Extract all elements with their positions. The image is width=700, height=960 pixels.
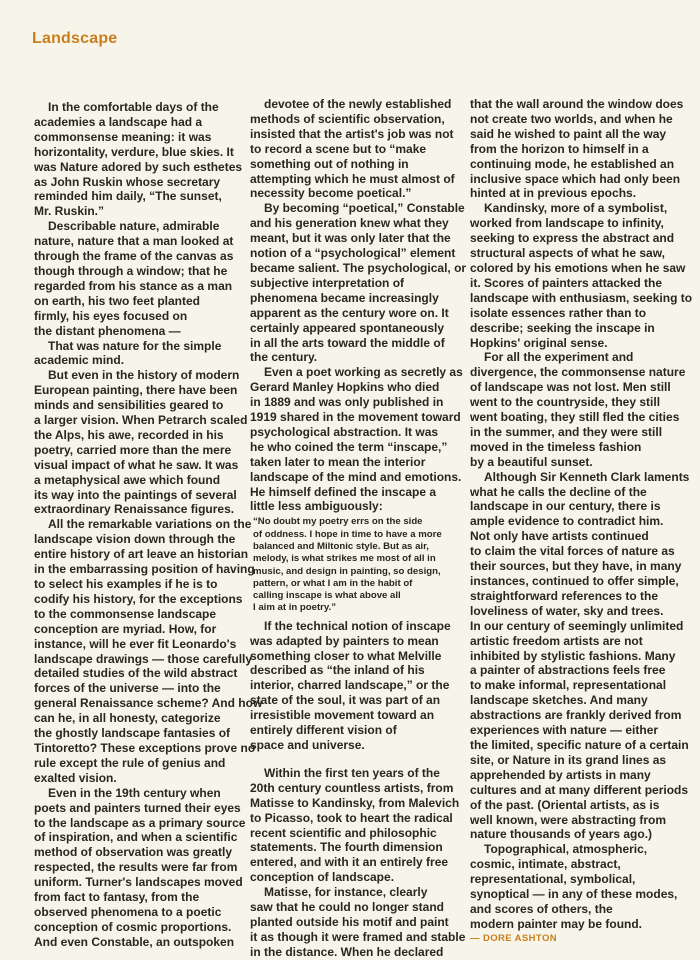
text-line: pattern, or what I am in the habit of bbox=[253, 577, 413, 589]
text-line: artistic freedom artists are not bbox=[470, 633, 643, 648]
text-line: moved in the timeless fashion bbox=[470, 439, 642, 454]
text-line: representational, symbolical, bbox=[470, 872, 636, 887]
text-line: music, and design in painting, so design, bbox=[253, 565, 441, 577]
text-line: its way into the paintings of several bbox=[34, 487, 237, 502]
text-line: structural aspects of what he saw, bbox=[470, 246, 665, 261]
text-line: attempting which he must almost of bbox=[250, 171, 455, 186]
text-line: For all the experiment and bbox=[484, 350, 634, 365]
text-line: inclusive space which had only been bbox=[470, 171, 681, 186]
text-line: in the embarrassing position of having bbox=[34, 562, 255, 577]
text-line: If the technical notion of inscape bbox=[264, 618, 451, 633]
text-line: in all the arts toward the middle of bbox=[250, 335, 445, 350]
text-line: to claim the vital forces of nature as bbox=[470, 544, 675, 559]
text-line: general Renaissance scheme? And how bbox=[34, 696, 263, 711]
text-line: modern painter may be found. bbox=[470, 916, 643, 931]
text-line: Topographical, atmospheric, bbox=[484, 842, 648, 857]
text-line: conception of cosmic proportions. bbox=[34, 919, 232, 934]
text-line: though through a window; that he bbox=[34, 263, 228, 278]
text-line: codify his history, for the exceptions bbox=[34, 591, 243, 606]
text-line: balanced and Miltonic style. But as air, bbox=[253, 540, 429, 552]
text-line: describe; seeking the inscape in bbox=[470, 320, 655, 335]
text-line: planted outside his motif and paint bbox=[250, 914, 449, 929]
text-line: rule except the rule of genius and bbox=[34, 755, 226, 770]
text-line: forces of the universe — into the bbox=[34, 681, 221, 696]
text-line: Hopkins' original sense. bbox=[470, 335, 608, 350]
text-line: recent scientific and philosophic bbox=[250, 825, 437, 840]
text-line: Matisse to Kandinsky, from Malevich bbox=[250, 795, 460, 810]
text-line: cosmic, intimate, abstract, bbox=[470, 857, 621, 872]
text-line: was adapted by painters to mean bbox=[250, 633, 439, 648]
text-line: Within the first ten years of the bbox=[264, 765, 440, 780]
text-line: Gerard Manley Hopkins who died bbox=[250, 380, 440, 395]
text-line: All the remarkable variations on the bbox=[48, 517, 252, 532]
text-line: 20th century countless artists, from bbox=[250, 780, 454, 795]
text-line: their sources, but they have, in many bbox=[470, 559, 682, 574]
text-line: horizontality, verdure, blue skies. It bbox=[34, 144, 234, 159]
text-line: cultures and at many different periods bbox=[470, 782, 689, 797]
text-line: taken later to mean the interior bbox=[250, 454, 426, 469]
text-line: entirely different vision of bbox=[250, 723, 397, 738]
text-line: in the summer, and they were still bbox=[470, 424, 663, 439]
text-line: landscape with enthusiasm, seeking to bbox=[470, 290, 693, 305]
column-3-text bbox=[470, 97, 693, 932]
text-line: hinted at in previous epochs. bbox=[470, 186, 637, 201]
text-line: He himself defined the inscape a bbox=[250, 484, 437, 499]
text-line: apprehended by artists in many bbox=[470, 767, 651, 782]
text-line: that the wall around the window does bbox=[470, 97, 684, 111]
text-line: to make informal, representational bbox=[470, 678, 667, 693]
text-line: Kandinsky, more of a symbolist, bbox=[484, 201, 668, 216]
text-line: visual impact of what he saw. It was bbox=[34, 457, 239, 472]
text-line: as John Ruskin whose secretary bbox=[34, 174, 221, 189]
text-line: worked from landscape to infinity, bbox=[470, 216, 664, 231]
text-line: of inspiration, and when a scientific bbox=[34, 830, 238, 845]
text-line: subjective interpretation of bbox=[250, 275, 405, 290]
text-line: I aim at in poetry.” bbox=[253, 602, 336, 614]
text-line: irresistible movement toward an bbox=[250, 708, 435, 723]
text-line: entire history of art leave an historian bbox=[34, 547, 249, 562]
text-line: little less ambiguously: bbox=[250, 499, 383, 514]
text-line: and his generation knew what they bbox=[250, 216, 449, 231]
text-line: of oddness. I hope in time to have a more bbox=[253, 528, 442, 540]
text-line: experiences with nature — either bbox=[470, 723, 659, 738]
text-line: inhibited by stylistic fashions. Many bbox=[470, 648, 676, 663]
text-line: Even in the 19th century when bbox=[48, 785, 221, 800]
text-line: the ghostly landscape fantasies of bbox=[34, 726, 231, 741]
text-line: firmly, his eyes focused on bbox=[34, 308, 188, 323]
hopkins-quote bbox=[250, 516, 460, 614]
text-line: certainly appeared spontaneously bbox=[250, 320, 445, 335]
column-1 bbox=[34, 100, 263, 950]
text-line: exalted vision. bbox=[34, 770, 117, 785]
text-line: notion of a “psychological” element bbox=[250, 246, 456, 261]
text-line: phenomena became increasingly bbox=[250, 290, 439, 305]
text-line: the century. bbox=[250, 350, 318, 365]
text-line: Tintoretto? These exceptions prove no bbox=[34, 740, 256, 755]
text-line: through the frame of the canvas as bbox=[34, 249, 234, 264]
text-line: a painter of abstractions feels free bbox=[470, 663, 666, 678]
text-line: landscape of the mind and emotions. bbox=[250, 469, 462, 484]
text-line: divergence, the commonsense nature bbox=[470, 365, 686, 380]
text-line: academic mind. bbox=[34, 353, 125, 368]
text-line: Mr. Ruskin.” bbox=[34, 204, 105, 219]
text-line: 1919 shared in the movement toward bbox=[250, 410, 461, 425]
text-line: nature, nature that a man looked at bbox=[34, 234, 234, 249]
text-line: he who coined the term “inscape,” bbox=[250, 439, 448, 454]
text-line: state of the soul, it was part of an bbox=[250, 693, 441, 708]
text-line: apparent as the century wore on. It bbox=[250, 305, 449, 320]
text-line: of landscape was not lost. Men still bbox=[470, 380, 671, 395]
text-line: the limited, specific nature of a certain bbox=[470, 737, 689, 752]
text-line: commonsense meaning: it was bbox=[34, 129, 212, 144]
text-line: to the landscape as a primary source bbox=[34, 815, 246, 830]
text-line: saw that he could no longer stand bbox=[250, 900, 445, 915]
text-line: was Nature adored by such esthetes bbox=[34, 159, 243, 174]
text-line: minds and sensibilities geared to bbox=[34, 398, 224, 413]
text-line: and scores of others, the bbox=[470, 901, 613, 916]
text-line: extraordinary Renaissance figures. bbox=[34, 502, 235, 517]
text-line: European painting, there have been bbox=[34, 383, 238, 398]
text-line: regarded from his stance as a man bbox=[34, 278, 233, 293]
text-line: That was nature for the simple bbox=[48, 338, 222, 353]
text-line: on earth, his two feet planted bbox=[34, 293, 201, 308]
text-line: “No doubt my poetry errs on the side bbox=[253, 516, 423, 528]
text-line: colored by his emotions when he saw bbox=[470, 260, 686, 275]
text-line: devotee of the newly established bbox=[264, 97, 452, 111]
text-line: landscape vision down through the bbox=[34, 532, 236, 547]
text-line: in 1889 and was only published in bbox=[250, 395, 444, 410]
author-credit: — DORE ASHTON bbox=[470, 932, 558, 944]
text-line: continuing mode, he established an bbox=[470, 156, 675, 171]
text-line: conception of landscape. bbox=[250, 870, 395, 885]
text-line: the Alps, his awe, recorded in his bbox=[34, 427, 224, 442]
text-line: Describable nature, admirable bbox=[48, 219, 220, 234]
text-line: in the distance. When he declared bbox=[250, 944, 444, 959]
text-line: to select his examples if he is to bbox=[34, 577, 218, 591]
text-line: it as though it were framed and stable bbox=[250, 929, 466, 944]
column-2-part-a bbox=[250, 97, 467, 514]
text-line: isolate essences rather than to bbox=[470, 305, 647, 320]
text-line: By becoming “poetical,” Constable bbox=[264, 201, 465, 216]
text-line: detailed studies of the wild abstract bbox=[34, 666, 238, 681]
text-line: not create two worlds, and when he bbox=[470, 111, 673, 126]
column-2 bbox=[250, 97, 467, 960]
text-line: to the commonsense landscape bbox=[34, 606, 217, 621]
text-line: Not only have artists continued bbox=[470, 529, 649, 544]
text-line: described as “the inland of his bbox=[250, 663, 425, 678]
text-line: reminded him daily, “The sunset, bbox=[34, 189, 222, 204]
text-line: Even a poet working as secretly as bbox=[264, 365, 463, 380]
text-line: And even Constable, an outspoken bbox=[34, 934, 235, 949]
text-line: Matisse, for instance, clearly bbox=[264, 885, 428, 900]
text-line: uniform. Turner's landscapes moved bbox=[34, 875, 243, 890]
text-line: can he, in all honesty, categorize bbox=[34, 711, 221, 726]
text-line: loveliness of water, sky and trees. bbox=[470, 603, 664, 618]
text-line: what he calls the decline of the bbox=[470, 484, 647, 499]
text-line: synoptical — in any of these modes, bbox=[470, 887, 678, 902]
text-line: Although Sir Kenneth Clark laments bbox=[484, 469, 690, 484]
text-line: observed phenomena to a poetic bbox=[34, 904, 222, 919]
text-line: seeking to express the abstract and bbox=[470, 231, 675, 246]
text-line: academies a landscape had a bbox=[34, 114, 203, 129]
text-line: went boating, they still fled the cities bbox=[470, 410, 680, 425]
text-line: from the horizon to himself in a bbox=[470, 141, 649, 156]
text-line: to record a scene but to “make bbox=[250, 141, 427, 156]
text-line: statements. The fourth dimension bbox=[250, 840, 443, 855]
text-line: to Picasso, took to heart the radical bbox=[250, 810, 453, 825]
text-line: nature thousands of years ago.) bbox=[470, 827, 653, 842]
text-line: ample evidence to contradict him. bbox=[470, 514, 664, 529]
text-line: instance, will he ever fit Leonardo's bbox=[34, 636, 237, 651]
text-line: straightforward references to the bbox=[470, 588, 659, 603]
text-line: methods of scientific observation, bbox=[250, 111, 445, 126]
text-line: meant, but it was only later that the bbox=[250, 231, 451, 246]
text-line: landscape in our century, there is bbox=[470, 499, 661, 514]
text-line: landscape sketches. And many bbox=[470, 693, 648, 708]
text-line: of the past. (Oriental artists, as is bbox=[470, 797, 660, 812]
text-line: said he wished to paint all the way bbox=[470, 126, 667, 141]
text-line: something out of nothing in bbox=[250, 156, 409, 171]
text-line: necessity become poetical.” bbox=[250, 186, 412, 201]
text-line: conception are myriad. How, for bbox=[34, 621, 217, 636]
text-line: a larger vision. When Petrarch scaled bbox=[34, 413, 248, 428]
text-line: instances, continued to offer simple, bbox=[470, 574, 679, 588]
text-line: psychological abstraction. It was bbox=[250, 424, 439, 439]
text-line: abstractions are frankly derived from bbox=[470, 708, 682, 723]
text-line: went to the countryside, they still bbox=[470, 395, 661, 410]
text-line: site, or Nature in its grand lines as bbox=[470, 752, 667, 767]
text-line: method of observation was greatly bbox=[34, 845, 233, 860]
text-line: by a beautiful sunset. bbox=[470, 454, 593, 469]
text-line: But even in the history of modern bbox=[48, 368, 240, 383]
text-line: something closer to what Melville bbox=[250, 648, 442, 663]
text-line: entered, and with it an entirely free bbox=[250, 855, 449, 870]
text-line: poets and painters turned their eyes bbox=[34, 800, 241, 815]
column-2-part-c bbox=[250, 765, 466, 960]
text-line: landscape drawings — those carefully bbox=[34, 651, 253, 666]
text-line: a metaphysical awe which found bbox=[34, 472, 221, 487]
text-line: respected, the results were far from bbox=[34, 860, 238, 875]
text-line: space and universe. bbox=[250, 738, 365, 752]
text-line: became salient. The psychological, or bbox=[250, 260, 467, 275]
column-2-part-b bbox=[250, 619, 460, 753]
text-line: In the comfortable days of the bbox=[48, 100, 219, 114]
page-title: Landscape bbox=[32, 30, 118, 47]
text-line: calling inscape is what above all bbox=[253, 590, 401, 602]
text-line: interior, charred landscape,” or the bbox=[250, 678, 450, 693]
text-line: it. Scores of painters attacked the bbox=[470, 275, 663, 290]
text-line: In our century of seemingly unlimited bbox=[470, 618, 684, 633]
text-line: the distant phenomena — bbox=[34, 323, 181, 338]
text-line: well known, were abstracting from bbox=[470, 812, 667, 827]
text-line: poetry, carried more than the mere bbox=[34, 442, 232, 457]
column-3 bbox=[470, 97, 693, 947]
text-line: insisted that the artist's job was not bbox=[250, 126, 454, 141]
text-line: from fact to fantasy, from the bbox=[34, 890, 200, 905]
text-line: melody, is what strikes me most of all in bbox=[253, 553, 436, 565]
